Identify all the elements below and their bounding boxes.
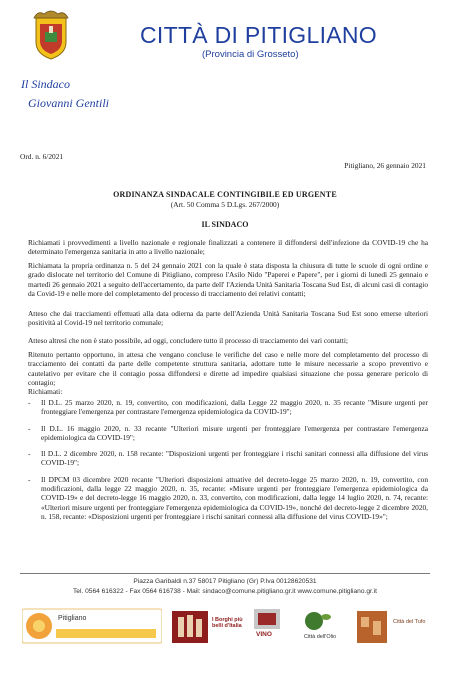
vino-label: VINO [256, 631, 272, 638]
borghi-logo [170, 607, 210, 647]
olio-label: Città dell'Olio [303, 634, 337, 640]
tufo-label: Città del Tufo [393, 619, 426, 625]
paragraph: Atteso altresì che non è stato possibile, ad oggi, concludere tutto il processo di tracciamento dei vari contatti; [28, 336, 348, 345]
city-title: CITTÀ DI PITIGLIANO [140, 22, 378, 48]
ordinance-subtitle: (Art. 50 Comma 5 D.Lgs. 267/2000) [170, 200, 280, 209]
vino-logo [250, 607, 284, 647]
legislation-list [28, 398, 428, 528]
city-crest-logo [30, 8, 72, 60]
paragraph: Atteso che dai tracciamenti effettuati alla data odierna da parte dell'Azienda Unità Sanitaria Toscana Sud Est sono emerse ulteriori positività al Covid-19 nel territorio comunale; [28, 309, 428, 328]
olio-logo [300, 607, 340, 647]
sindaco-role: Il Sindaco [21, 77, 70, 91]
list-item-text: Il DPCM 03 dicembre 2020 recante "Ulteriori disposizioni attuative del decreto-legge 25 marzo 2020, n. 19, convertito, con modificazioni, dalla legge 22 maggio 2020, n. 35, recante: «Misure urgenti per fronteggiare l'emergenza epidemiologica da COVID-19» e del decreto-legge 16 maggio 2020, n. 33, convertito, con modificazioni, dalla legge 14 luglio 2020, n. 74, recante: «Ulteriori misure urgenti per fronteggiare l'emergenza epidemiologica da COVID-19», nonché del decreto-legge 2 dicembre 2020, n. 158, recante: «Disposizioni urgenti per fronteggiare i rischi sanitari connessi alla diffusione del virus COVID-19»"; [41, 474, 428, 521]
footer-divider [20, 573, 430, 574]
list-item: - Il D.L. 2 dicembre 2020, n. 158 recante: "Disposizioni urgenti per fronteggiare i rischi sanitari connessi alla diffusione del virus COVID-19"; [28, 449, 428, 468]
place-date: Pitigliano, 26 gennaio 2021 [344, 161, 426, 170]
borghi-logo-text [212, 607, 248, 647]
ordinance-title: ORDINANZA SINDACALE CONTINGIBILE ED URGENTE [113, 190, 337, 199]
province-subtitle: (Provincia di Grosseto) [202, 49, 299, 60]
paragraph: Richiamati i provvedimenti a livello nazionale e regionale finalizzati a contenere il diffondersi dell'infezione da COVID-19 che ha determinato l'emergenza sanitaria in atto a livello nazionale; [28, 238, 428, 257]
list-item-text: Il D.L. 2 dicembre 2020, n. 158 recante: "Disposizioni urgenti per fronteggiare i rischi sanitari connessi alla diffusione del virus COVID-19"; [41, 449, 428, 468]
list-item: - Il D.L. 16 maggio 2020, n. 33 recante "Ulteriori misure urgenti per fronteggiare l'emergenza per contrastare l'emergenza epidemiologica da COVID-19"; [28, 423, 428, 442]
section-heading: IL SINDACO [201, 220, 249, 229]
ordinance-number: Ord. n. 6/2021 [20, 152, 64, 161]
paragraph: Ritenuto pertanto opportuno, in attesa che vengano concluse le verifiche del caso e nelle more del completamento del processo di tracciamento dei contatti da parte delle competente struttura sanitaria, adottare tutte le misure necessarie a scopo preventivo e cautelativo per evitare che il contagio possa diffondersi e dirette ad impedire qualsiasi situazione che possa generare pericolo di contagio; [28, 350, 428, 387]
sindaco-name: Giovanni Gentili [28, 96, 109, 110]
list-item: - Il D.L. 25 marzo 2020, n. 19, convertito, con modificazioni, dalla Legge 22 maggio 2020, n. 35 recante "Misure urgenti per fronteggiare l'emergenza per contrastare l'emergenza epidemiologica da COVID-19"; [28, 398, 428, 417]
paragraph: Richiamata la propria ordinanza n. 5 del 24 gennaio 2021 con la quale è stata disposta la chiusura di tutte le scuole di ogni ordine e grado dislocate nel territorio del Comune di Pitigliano, compreso l'Asilo Nido "Paperei e Papere", per i giorni di lunedì 25 gennaio e martedì 26 gennaio 2021 a seguito dell'accertamento, da parte dell' l'Azienda Unità Sanitaria Toscana Sud Est, di alcuni casi di contagio da Covid-19 e nelle more del completamento del processo di tracciamento dei relativi contatti; [28, 261, 428, 298]
list-item: - Il DPCM 03 dicembre 2020 recante "Ulteriori disposizioni attuative del decreto-legge 25 marzo 2020, n. 19, convertito, con modificazioni, dalla legge 22 maggio 2020, n. 35, recante: «Misure urgenti per fronteggiare l'emergenza epidemiologica da COVID-19» e del decreto-legge 16 maggio 2020, n. 33, convertito, con modificazioni, dalla legge 14 luglio 2020, n. 74, recante: «Ulteriori misure urgenti per fronteggiare l'emergenza epidemiologica da COVID-19», nonché del decreto-legge 2 dicembre 2020, n. 158, recante: «Disposizioni urgenti per fronteggiare i rischi sanitari connessi alla diffusione del virus COVID-19»"; [28, 474, 428, 521]
pitigliano-tourism-logo [22, 607, 162, 647]
pitigliano-logo-label: Pitigliano [58, 615, 87, 622]
footer-address: Piazza Garibaldi n.37 58017 Pitigliano (Gr) P.Iva 00128620531 [133, 578, 317, 585]
tufo-logo [355, 607, 431, 647]
richiamati-label: Richiamati: [28, 387, 63, 396]
footer-contacts: Tel. 0564 616322 - Fax 0564 616738 - Mail: sindaco@comune.pitigliano.gr.it www.comune.pitigliano.gr.it [73, 588, 377, 595]
borghi-label: I Borghi più belli d'Italia [212, 617, 243, 629]
list-item-text: Il D.L. 16 maggio 2020, n. 33 recante "Ulteriori misure urgenti per fronteggiare l'emergenza per contrastare l'emergenza epidemiologica da COVID-19"; [41, 423, 428, 442]
list-item-text: Il D.L. 25 marzo 2020, n. 19, convertito, con modificazioni, dalla Legge 22 maggio 2020, n. 35 recante "Misure urgenti per fronteggiare l'emergenza per contrastare l'emergenza epidemiologica da COVID-19"; [41, 398, 428, 417]
